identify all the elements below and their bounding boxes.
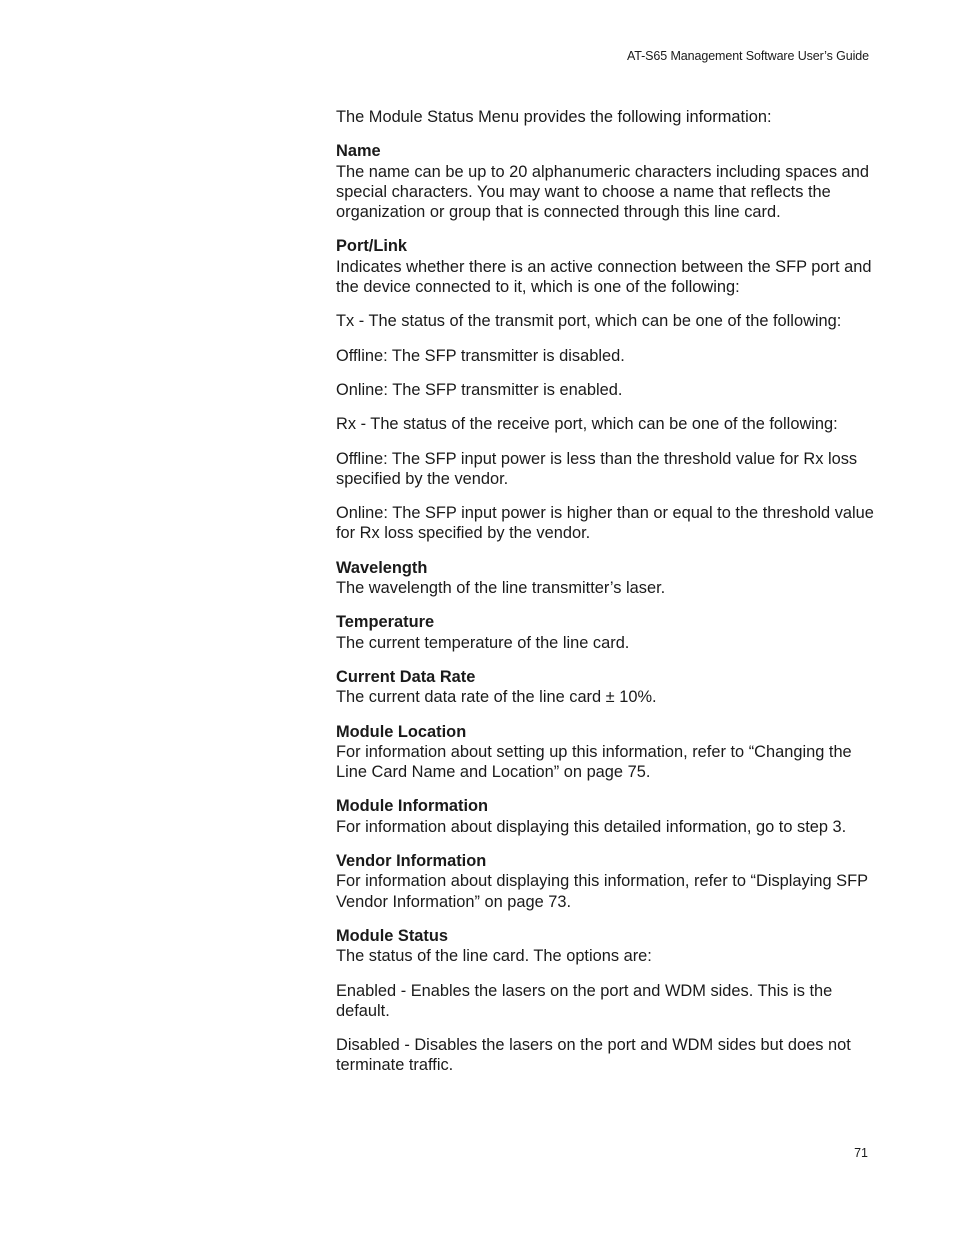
rx-intro-paragraph: Rx - The status of the receive port, which can be one of the following: xyxy=(336,415,838,434)
term-description: The current temperature of the line card. xyxy=(336,633,630,652)
page-number: 71 xyxy=(854,1146,868,1160)
term-module-information xyxy=(336,796,876,837)
term-heading: Vendor Information xyxy=(336,852,487,871)
term-description: The current data rate of the line card ± 10%. xyxy=(336,688,657,707)
running-header: AT-S65 Management Software User’s Guide xyxy=(626,49,869,63)
term-module-location xyxy=(336,722,876,783)
tx-intro-paragraph: Tx - The status of the transmit port, which can be one of the following: xyxy=(336,312,842,331)
rx-offline-paragraph: Offline: The SFP input power is less than the threshold value for Rx loss specified by the vendor. xyxy=(336,449,858,488)
term-name xyxy=(336,141,876,222)
page-body xyxy=(336,107,876,1090)
term-port-link xyxy=(336,236,876,297)
term-heading: Module Status xyxy=(336,926,449,945)
term-description: The wavelength of the line transmitter’s laser. xyxy=(336,579,666,598)
term-heading: Current Data Rate xyxy=(336,667,476,686)
status-disabled-paragraph: Disabled - Disables the lasers on the port and WDM sides but does not terminate traffic. xyxy=(336,1036,851,1075)
term-heading: Wavelength xyxy=(336,558,428,577)
term-description: For information about displaying this information, refer to “Displaying SFP Vendor Information” on page 73. xyxy=(336,872,868,911)
term-description: For information about displaying this detailed information, go to step 3. xyxy=(336,817,847,836)
term-description: The name can be up to 20 alphanumeric characters including spaces and special characters. You may want to choose a name that reflects the organization or group that is connected through this line card. xyxy=(336,162,870,222)
intro-paragraph: The Module Status Menu provides the following information: xyxy=(336,108,772,126)
tx-online-paragraph: Online: The SFP transmitter is enabled. xyxy=(336,380,623,399)
term-description: For information about setting up this information, refer to “Changing the Line Card Name and Location” on page 75. xyxy=(336,742,852,782)
term-description: Indicates whether there is an active connection between the SFP port and the device connected to it, which is one of the following: xyxy=(336,257,872,297)
term-temperature xyxy=(336,612,876,653)
term-heading: Name xyxy=(336,142,381,161)
rx-online-paragraph: Online: The SFP input power is higher than or equal to the threshold value for Rx loss specified by the vendor. xyxy=(336,504,874,543)
term-heading: Port/Link xyxy=(336,237,408,256)
term-wavelength xyxy=(336,558,876,599)
status-enabled-paragraph: Enabled - Enables the lasers on the port and WDM sides. This is the default. xyxy=(336,981,833,1020)
term-heading: Temperature xyxy=(336,613,435,632)
term-heading: Module Location xyxy=(336,722,467,741)
tx-offline-paragraph: Offline: The SFP transmitter is disabled. xyxy=(336,346,625,365)
term-description: The status of the line card. The options are: xyxy=(336,947,652,966)
term-heading: Module Information xyxy=(336,797,489,816)
term-current-data-rate xyxy=(336,667,876,708)
term-module-status xyxy=(336,926,876,967)
term-vendor-information xyxy=(336,851,876,912)
